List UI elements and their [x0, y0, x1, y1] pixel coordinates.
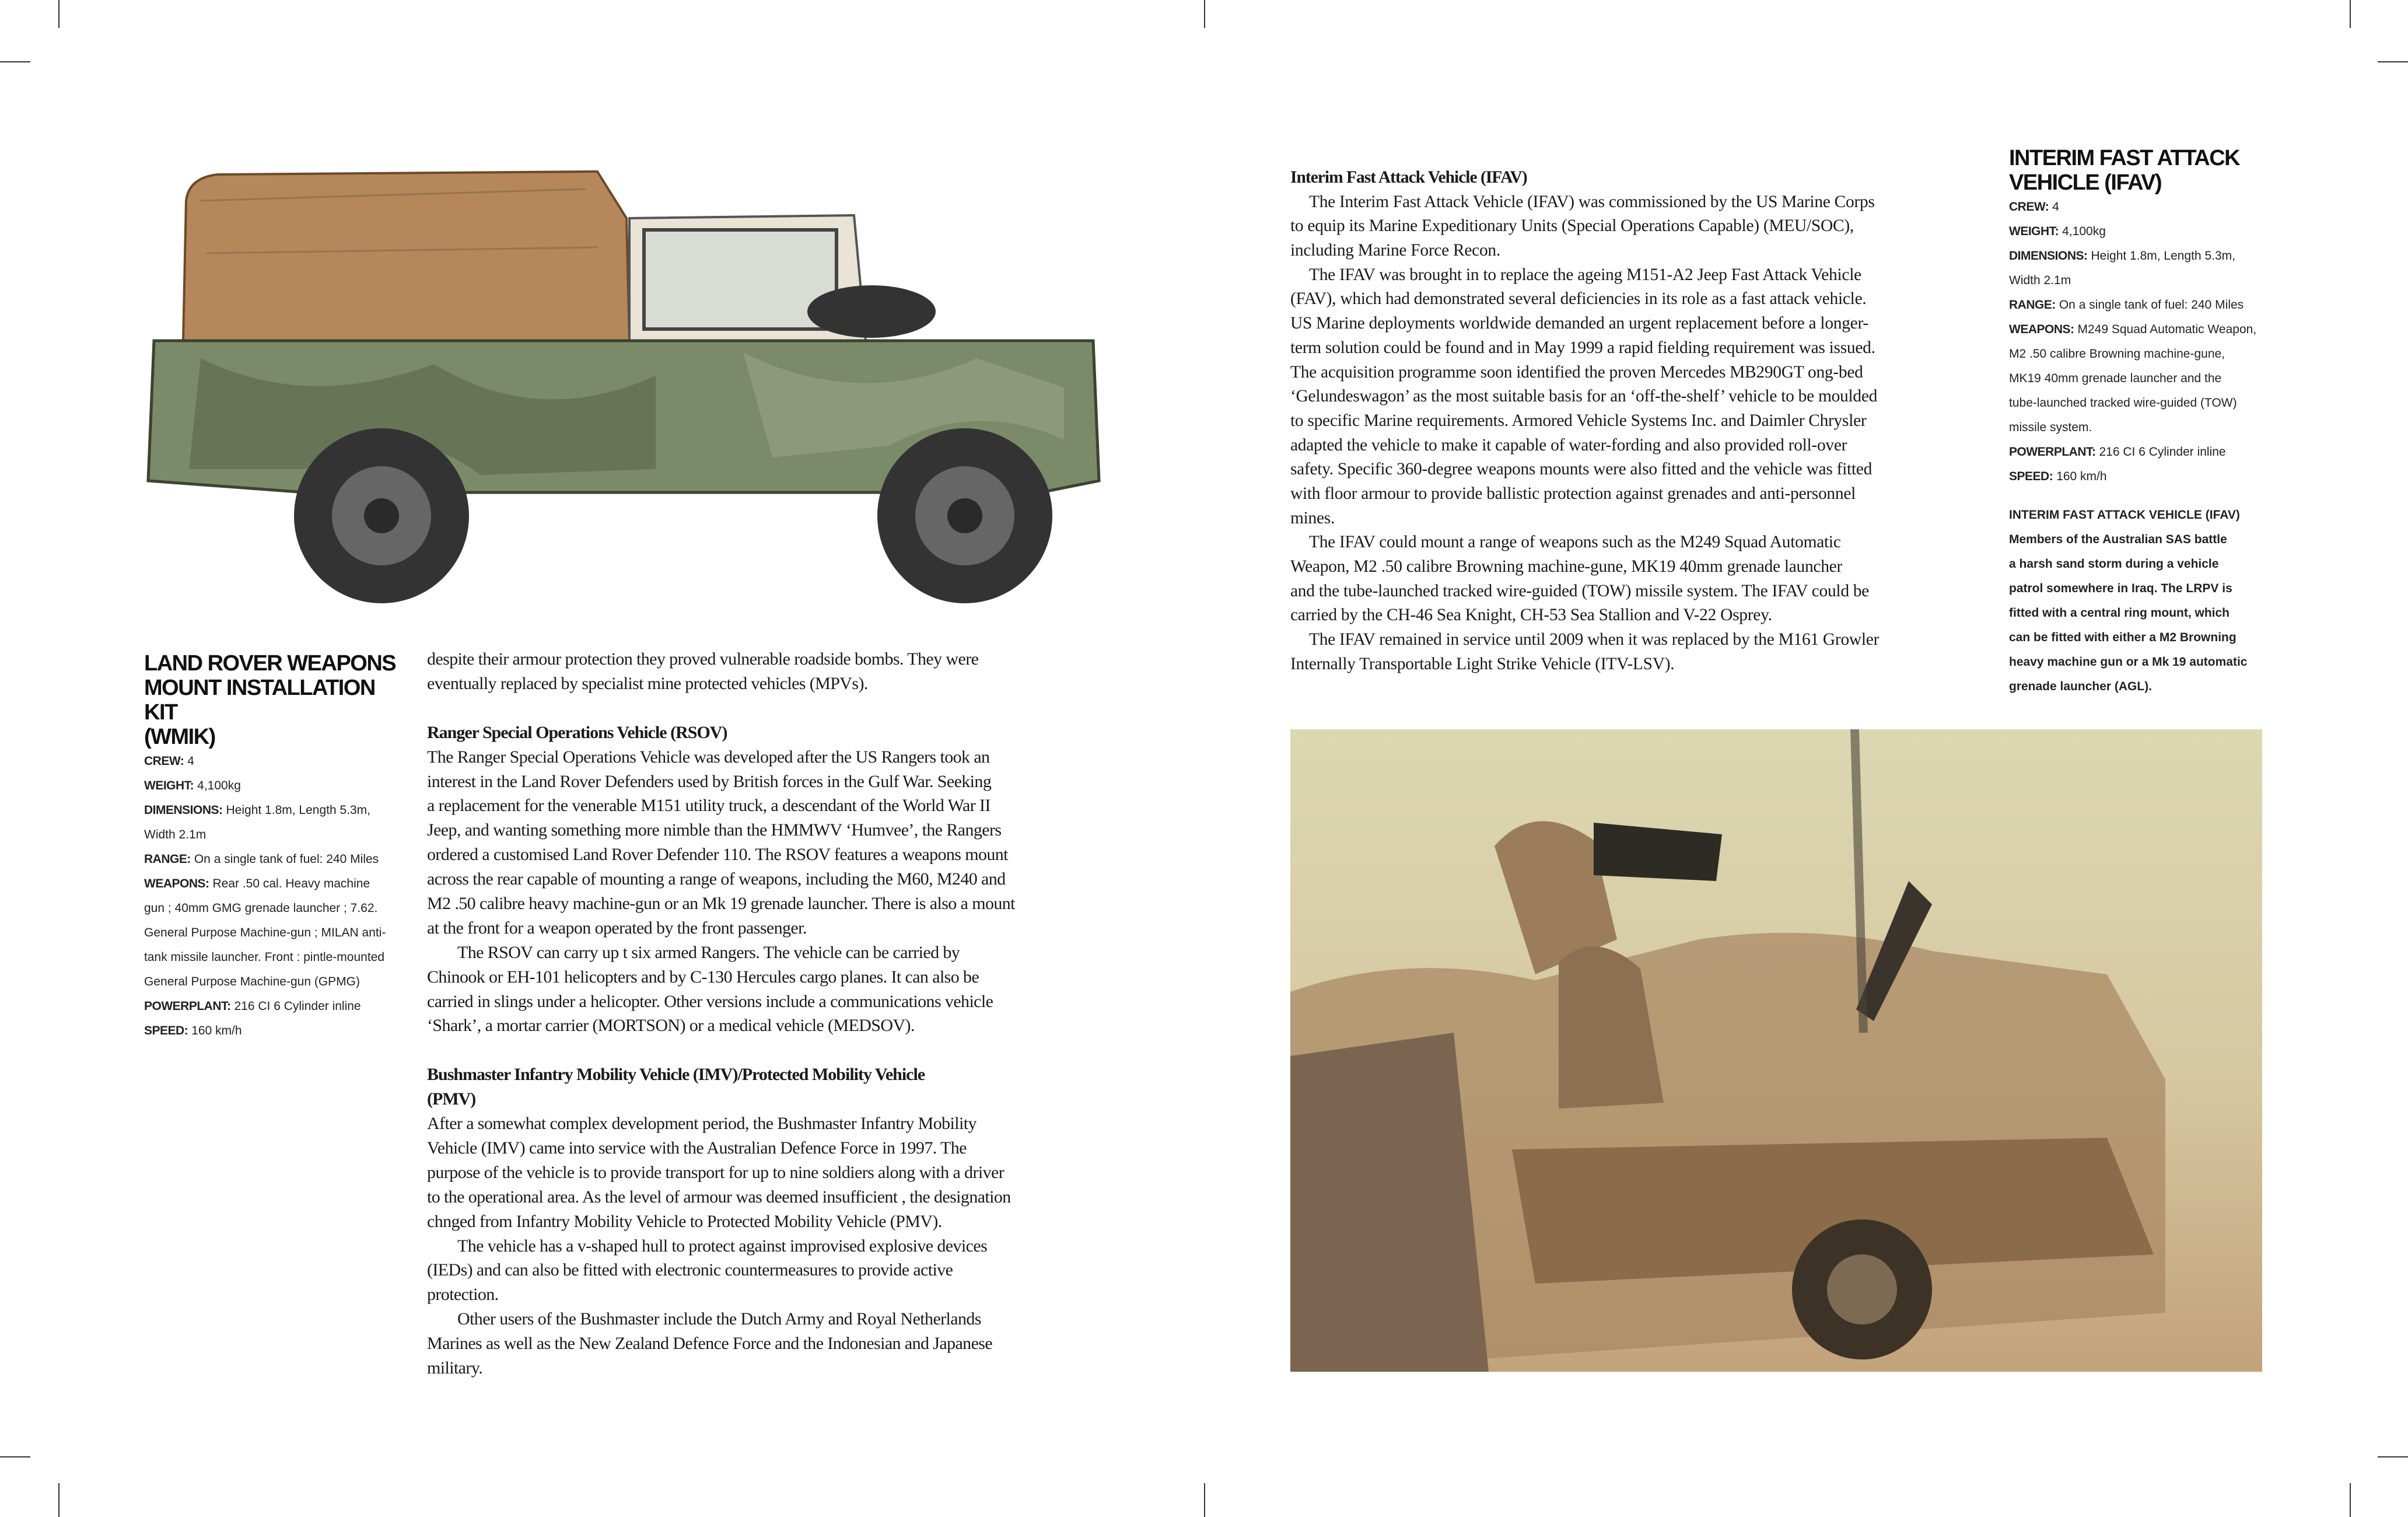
spec-value: 216 CI 6 Cylinder inline — [2099, 445, 2226, 459]
spec-item — [2009, 244, 2266, 268]
land-rover-illustration — [131, 166, 1106, 607]
crop-mark — [1204, 1483, 1205, 1517]
text-line: The IFAV could mount a range of weapons such as the M249 Squad Automatic — [1309, 533, 1841, 552]
text-line: despite their armour protection they proved vulnerable roadside bombs. They were — [427, 649, 979, 669]
text-line: M2 .50 calibre heavy machine-gun or an Mk 19 grenade launcher. There is also a mount — [427, 894, 1015, 914]
text-line: Chinook or EH-101 helicopters and by C-130 Hercules cargo planes. It can also be — [427, 967, 979, 987]
text-line: The IFAV was brought in to replace the ageing M151-A2 Jeep Fast Attack Vehicle — [1309, 265, 1861, 284]
text-line: The IFAV remained in service until 2009 when it was replaced by the M161 Growler — [1309, 630, 1880, 649]
heading-line: (PMV) — [427, 1089, 476, 1109]
text-line: with floor armour to provide ballistic protection against grenades and anti-personnel — [1290, 484, 1856, 503]
spec-label: SPEED: — [2009, 470, 2053, 483]
text-line: term solution could be found and in May 1999 a rapid fielding requirement was issued. — [1290, 338, 1875, 357]
spec-label: CREW: — [2009, 200, 2049, 214]
left-spec-box — [144, 651, 401, 1043]
text-line: The Ranger Special Operations Vehicle was developed after the US Rangers took an — [427, 747, 990, 767]
spec-value: M249 Squad Automatic Weapon, — [2077, 323, 2257, 336]
spec-item — [2009, 464, 2266, 489]
spec-value-continued: MK19 40mm grenade launcher and the — [2009, 372, 2222, 385]
text-line: Weapon, M2 .50 calibre Browning machine-gune, MK19 40mm grenade launcher — [1290, 557, 1842, 576]
text-line: ‘Gelundeswagon’ as the most suitable basis for an ‘off-the-shelf’ vehicle to be moulded — [1290, 387, 1878, 406]
text-line: ‘Shark’, a mortar carrier (MORTSON) or a medical vehicle (MEDSOV). — [427, 1016, 915, 1036]
spec-item — [144, 774, 401, 798]
paragraph — [427, 1234, 1121, 1308]
text-line: including Marine Force Recon. — [1290, 241, 1500, 260]
text-line: The RSOV can carry up t six armed Rangers. The vehicle can be carried by — [457, 942, 960, 962]
spec-value: Rear .50 cal. Heavy machine — [212, 877, 370, 890]
text-line: safety. Specific 360-degree weapons mounts were also fitted and the vehicle was fitted — [1290, 460, 1873, 479]
text-line: Marines as well as the New Zealand Defence Force and the Indonesian and Japanese — [427, 1334, 993, 1354]
spec-value-continued: General Purpose Machine-gun ; MILAN anti- — [144, 926, 386, 939]
text-line: After a somewhat complex development period, the Bushmaster Infantry Mobility — [427, 1114, 977, 1134]
spec-label: RANGE: — [2009, 298, 2056, 312]
paragraph — [1290, 190, 1979, 263]
spec-title-line: INTERIM FAST ATTACK — [2009, 146, 2240, 170]
front-wheel — [877, 428, 1052, 603]
spec-label: WEAPONS: — [144, 877, 209, 890]
caption-line: a harsh sand storm during a vehicle — [2009, 557, 2219, 571]
spec-label: CREW: — [144, 754, 184, 768]
spec-label: WEAPONS: — [2009, 323, 2074, 336]
text-line: to specific Marine requirements. Armored Vehicle Systems Inc. and Daimler Chrysler — [1290, 411, 1867, 430]
heading-line: Bushmaster Infantry Mobility Vehicle (IMV)/Protected Mobility Vehicle — [427, 1065, 925, 1085]
text-line: eventually replaced by specialist mine protected vehicles (MPVs). — [427, 673, 868, 693]
paragraph — [427, 1307, 1121, 1380]
text-line: Internally Transportable Light Strike Vehicle (ITV-LSV). — [1290, 654, 1675, 673]
text-line: The Interim Fast Attack Vehicle (IFAV) was commissioned by the US Marine Corps — [1309, 192, 1875, 211]
text-line: The acquisition programme soon identified the proven Mercedes MB290GT ong-bed — [1290, 362, 1863, 382]
spec-item — [2009, 195, 2266, 219]
spec-value: 4 — [2052, 200, 2059, 214]
spec-item — [144, 798, 401, 823]
spec-item — [144, 994, 401, 1019]
section-heading — [427, 721, 1121, 745]
spec-value: 216 CI 6 Cylinder inline — [234, 999, 361, 1013]
text-line: at the front for a weapon operated by the front passenger. — [427, 918, 807, 938]
spec-value: 4,100kg — [2062, 225, 2106, 238]
spec-item — [2009, 317, 2266, 342]
crop-mark — [2378, 1456, 2408, 1457]
spec-item — [2009, 293, 2266, 317]
section-heading — [1290, 166, 1979, 190]
spec-label: WEIGHT: — [144, 779, 194, 792]
text-line: Vehicle (IMV) came into service with the Australian Defence Force in 1997. The — [427, 1138, 967, 1158]
caption-line: fitted with a central ring mount, which — [2009, 606, 2230, 620]
spec-label: RANGE: — [144, 852, 191, 866]
paragraph — [427, 1111, 1121, 1233]
right-body-column — [1290, 166, 1979, 676]
text-line: and the tube-launched tracked wire-guided (TOW) missile system. The IFAV could be — [1290, 581, 1870, 600]
text-line: a replacement for the venerable M151 utility truck, a descendant of the World War II — [427, 796, 991, 816]
crop-mark — [2350, 1483, 2351, 1517]
text-line: protection. — [427, 1285, 499, 1305]
caption-line: heavy machine gun or a Mk 19 automatic — [2009, 655, 2248, 669]
text-line: Other users of the Bushmaster include the Dutch Army and Royal Netherlands — [457, 1309, 981, 1329]
spec-value-continued: missile system. — [2009, 421, 2092, 434]
spec-value-continued: Width 2.1m — [2009, 274, 2071, 287]
paragraph — [1290, 628, 1979, 676]
spec-value: On a single tank of fuel: 240 Miles — [194, 852, 379, 866]
spec-label: POWERPLANT: — [2009, 445, 2096, 459]
crop-mark — [2350, 0, 2351, 28]
text-line: The vehicle has a v-shaped hull to protect against improvised explosive devices — [457, 1236, 988, 1256]
text-line: carried in slings under a helicopter. Other versions include a communications vehicle — [427, 991, 993, 1011]
spec-item — [144, 872, 401, 896]
text-line: (IEDs) and can also be fitted with electronic countermeasures to provide active — [427, 1260, 953, 1280]
spec-item — [144, 749, 401, 774]
left-body-column — [427, 647, 1121, 1380]
spec-label: WEIGHT: — [2009, 225, 2059, 238]
spec-label: DIMENSIONS: — [144, 803, 223, 817]
heading-line: Interim Fast Attack Vehicle (IFAV) — [1290, 168, 1527, 187]
right-spec-box — [2009, 146, 2266, 699]
crop-mark — [1204, 0, 1205, 28]
spec-value: On a single tank of fuel: 240 Miles — [2059, 298, 2244, 312]
spec-value: 160 km/h — [191, 1024, 242, 1037]
crop-mark — [58, 0, 60, 28]
caption-line: grenade launcher (AGL). — [2009, 680, 2152, 693]
spec-value: 160 km/h — [2056, 470, 2107, 483]
spec-title-line: MOUNT INSTALLATION KIT — [144, 676, 375, 725]
spec-label: SPEED: — [144, 1024, 188, 1037]
text-line: Jeep, and wanting something more nimble than the HMMWV ‘Humvee’, the Rangers — [427, 820, 1002, 840]
spec-value-continued: M2 .50 calibre Browning machine-gune, — [2009, 347, 2225, 361]
spec-item — [2009, 219, 2266, 244]
paragraph — [1290, 263, 1979, 531]
caption-line: can be fitted with either a M2 Browning — [2009, 631, 2236, 644]
caption-line: INTERIM FAST ATTACK VEHICLE (IFAV) — [2009, 508, 2240, 522]
spec-item — [2009, 440, 2266, 464]
spec-label: DIMENSIONS: — [2009, 249, 2088, 263]
spec-value: Height 1.8m, Length 5.3m, — [226, 803, 370, 817]
paragraph — [1290, 530, 1979, 628]
spec-value: 4 — [187, 754, 194, 768]
spec-title-line: LAND ROVER WEAPONS — [144, 651, 396, 676]
spec-item — [144, 847, 401, 872]
spec-label: POWERPLANT: — [144, 999, 231, 1013]
text-line: purpose of the vehicle is to provide transport for up to nine soldiers along with a driver — [427, 1162, 1005, 1182]
ifav-patrol-photo — [1290, 729, 2262, 1372]
spec-item — [144, 1019, 401, 1043]
crop-mark — [58, 1483, 60, 1517]
spec-title-line: VEHICLE (IFAV) — [2009, 170, 2162, 195]
spec-value-continued: tube-launched tracked wire-guided (TOW) — [2009, 396, 2237, 410]
text-line: to equip its Marine Expeditionary Units (Special Operations Capable) (MEU/SOC), — [1290, 216, 1854, 236]
spec-title-line: (WMIK) — [144, 725, 215, 749]
text-line: across the rear capable of mounting a range of weapons, including the M60, M240 and — [427, 869, 1006, 889]
paragraph — [427, 745, 1121, 941]
section-heading — [427, 1062, 1121, 1111]
crop-mark — [0, 1456, 30, 1457]
spec-value: 4,100kg — [197, 779, 241, 792]
text-line: (FAV), which had demonstrated several deficiencies in its role as a fast attack vehicle. — [1290, 289, 1867, 309]
text-line: adapted the vehicle to make it capable of water-fording and also provided roll-over — [1290, 435, 1847, 455]
text-line: chnged from Infantry Mobility Vehicle to Protected Mobility Vehicle (PMV). — [427, 1211, 942, 1231]
caption-line: patrol somewhere in Iraq. The LRPV is — [2009, 582, 2232, 595]
spec-value-continued: tank missile launcher. Front : pintle-mounted — [144, 950, 385, 964]
text-line: mines. — [1290, 508, 1335, 527]
crop-mark — [0, 61, 30, 62]
text-line: to the operational area. As the level of armour was deemed insufficient , the designation — [427, 1187, 1011, 1207]
spec-value-continued: gun ; 40mm GMG grenade launcher ; 7.62. — [144, 901, 378, 915]
heading-line: Ranger Special Operations Vehicle (RSOV) — [427, 722, 727, 742]
photo-caption — [2009, 503, 2266, 699]
caption-line: Members of the Australian SAS battle — [2009, 533, 2227, 546]
text-line: interest in the Land Rover Defenders used by British forces in the Gulf War. Seeking — [427, 771, 992, 791]
spec-value: Height 1.8m, Length 5.3m, — [2091, 249, 2235, 263]
rear-wheel — [294, 428, 469, 603]
text-line: carried by the CH-46 Sea Knight, CH-53 Sea Stallion and V-22 Osprey. — [1290, 606, 1772, 625]
paragraph — [427, 941, 1121, 1039]
text-line: ordered a customised Land Rover Defender 110. The RSOV features a weapons mount — [427, 845, 1008, 865]
crop-mark — [2378, 61, 2408, 62]
paragraph — [427, 647, 1121, 696]
text-line: US Marine deployments worldwide demanded an urgent replacement before a longer- — [1290, 314, 1868, 333]
spec-value-continued: General Purpose Machine-gun (GPMG) — [144, 975, 360, 988]
text-line: military. — [427, 1358, 483, 1378]
spec-value-continued: Width 2.1m — [144, 828, 206, 841]
